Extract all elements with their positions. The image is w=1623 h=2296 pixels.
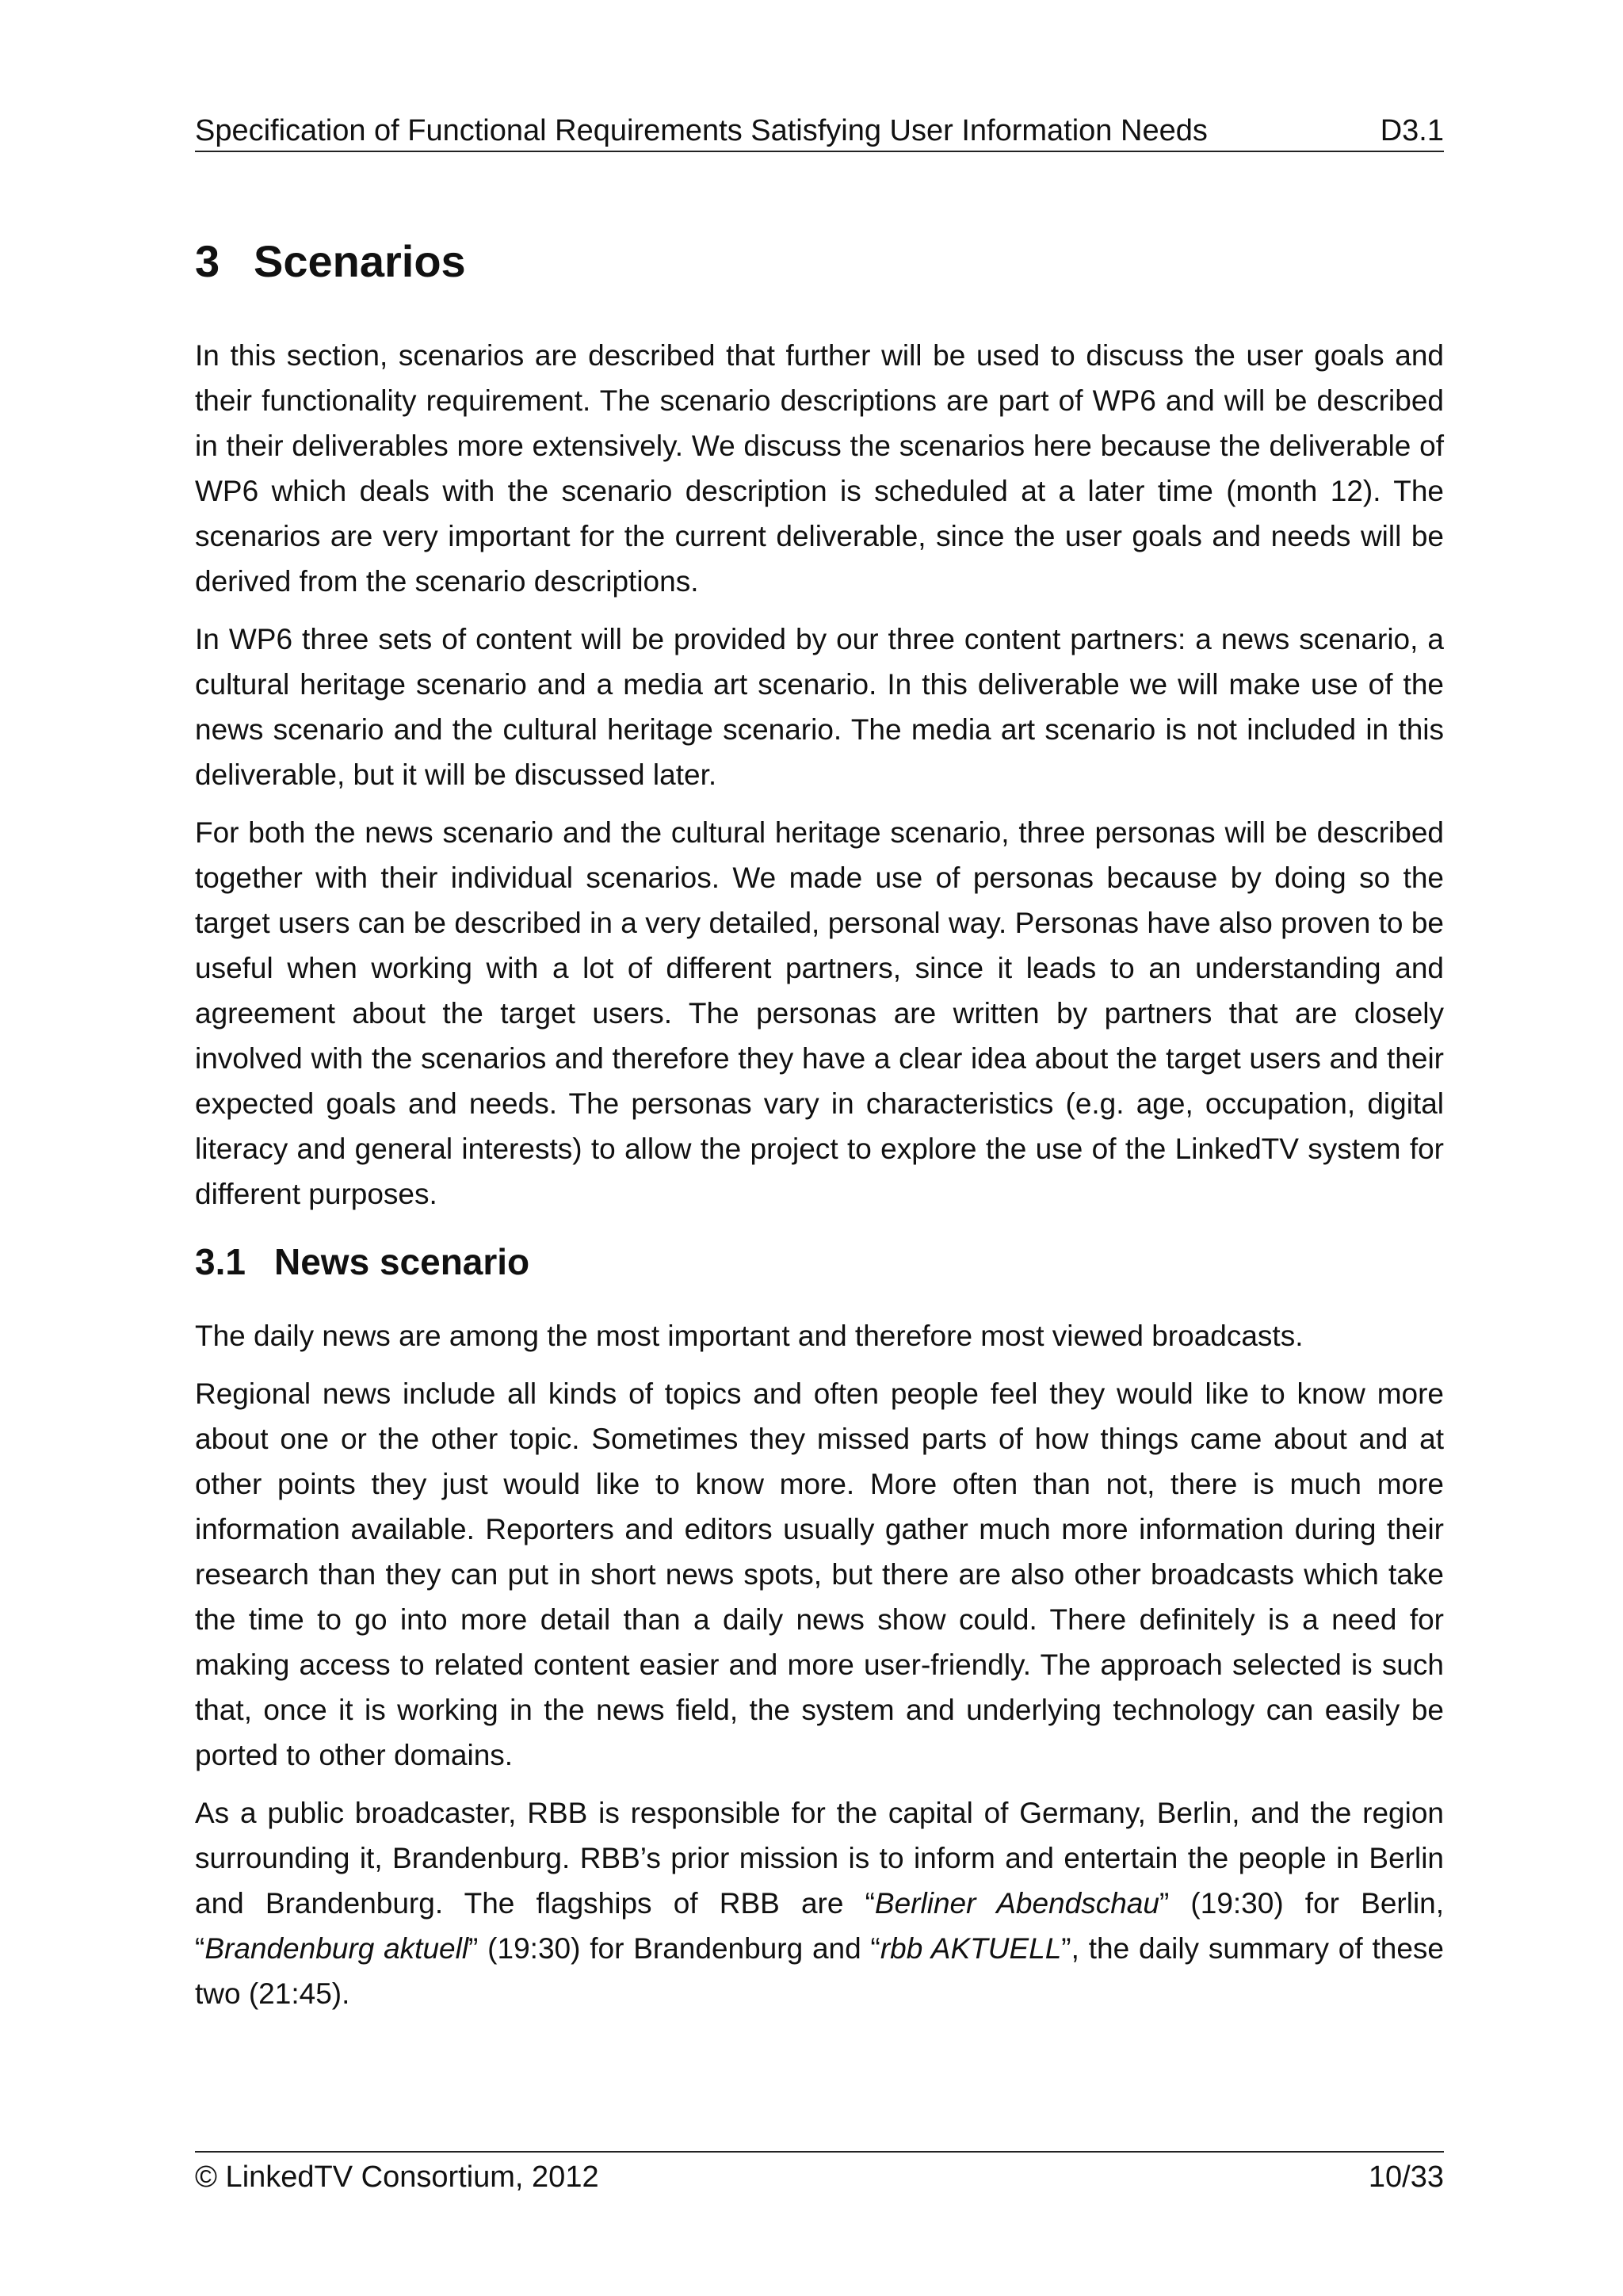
rbb-text: ” (19:30) for Berlin, “ bbox=[195, 1887, 1445, 1965]
paragraph: In this section, scenarios are described that further will be used to discuss the user goals and their functionality requirement. The scenario descriptions are part of WP6 and will be described in their deliverables more extensively. We discuss the scenarios here because the deliverable of WP6 which deals with the scenario description is scheduled at a later time (month 12). The scenarios are very important for the current deliverable, since the user goals and needs will be derived from the scenario descriptions. bbox=[195, 339, 1444, 598]
deliverable-code: D3.1 bbox=[1380, 114, 1444, 147]
section-heading bbox=[195, 230, 1444, 293]
rbb-text: ”, the daily summary of these two (21:45). bbox=[195, 1932, 1444, 2010]
paragraph: Regional news include all kinds of topics and often people feel they would like to know more about one or the other topic. Sometimes they missed parts of how things came about and at other points they just would like to know more. More often than not, there is much more information available. Reporters and editors usually gather much more information during their research than they can put in short news spots, but there are also other broadcasts which take the time to go into more detail than a daily news show could. There definitely is a need for making access to related content easier and more user-friendly. The approach selected is such that, once it is working in the news field, the system and underlying technology can easily be ported to other domains. bbox=[195, 1377, 1444, 1771]
section-number: 3 bbox=[195, 236, 220, 286]
paragraph: In WP6 three sets of content will be provided by our three content partners: a news scenario, a cultural heritage scenario and a media art scenario. In this deliverable we will make use of the news scenario and the cultural heritage scenario. The media art scenario is not included in this deliverable, but it will be discussed later. bbox=[195, 623, 1444, 791]
subsection-number: 3.1 bbox=[195, 1241, 246, 1282]
paragraph: The daily news are among the most important and therefore most viewed broadcasts. bbox=[195, 1320, 1304, 1352]
rbb-text: ” (19:30) for Brandenburg and “ bbox=[468, 1932, 880, 1965]
show-name: Brandenburg aktuell bbox=[204, 1932, 469, 1965]
page-header bbox=[195, 113, 1444, 152]
copyright: © LinkedTV Consortium, 2012 bbox=[195, 2160, 599, 2194]
rbb-text: As a public broadcaster, RBB is responsible for the capital of Germany, Berlin, and the region surrounding it, Brandenburg. RBB’s prior mission is to inform and entertain the people in Berlin and Brandenburg. The flagships of RBB are “ bbox=[195, 1797, 1444, 1920]
subsection-title: News scenario bbox=[274, 1241, 530, 1282]
paragraph: For both the news scenario and the cultural heritage scenario, three personas will be described together with their individual scenarios. We made use of personas because by doing so the target users can be described in a very detailed, personal way. Personas have also proven to be useful when working with a lot of different partners, since it leads to an understanding and agreement about the target users. The personas are written by partners that are closely involved with the scenarios and therefore they have a clear idea about the target users and their expected goals and needs. The personas vary in characteristics (e.g. age, occupation, digital literacy and general interests) to allow the project to explore the use of the LinkedTV system for different purposes. bbox=[195, 816, 1444, 1210]
show-name: rbb AKTUELL bbox=[880, 1932, 1062, 1965]
show-name: Berliner Abendschau bbox=[874, 1887, 1159, 1920]
section-title: Scenarios bbox=[254, 236, 466, 286]
document-title: Specification of Functional Requirements Satisfying User Information Needs bbox=[195, 114, 1208, 147]
page-footer bbox=[195, 2151, 1444, 2203]
page-content bbox=[195, 230, 1444, 2029]
page-number: 10/33 bbox=[1368, 2160, 1444, 2194]
paragraph-rbb bbox=[195, 1790, 1444, 2016]
subsection-heading bbox=[195, 1234, 1444, 1289]
